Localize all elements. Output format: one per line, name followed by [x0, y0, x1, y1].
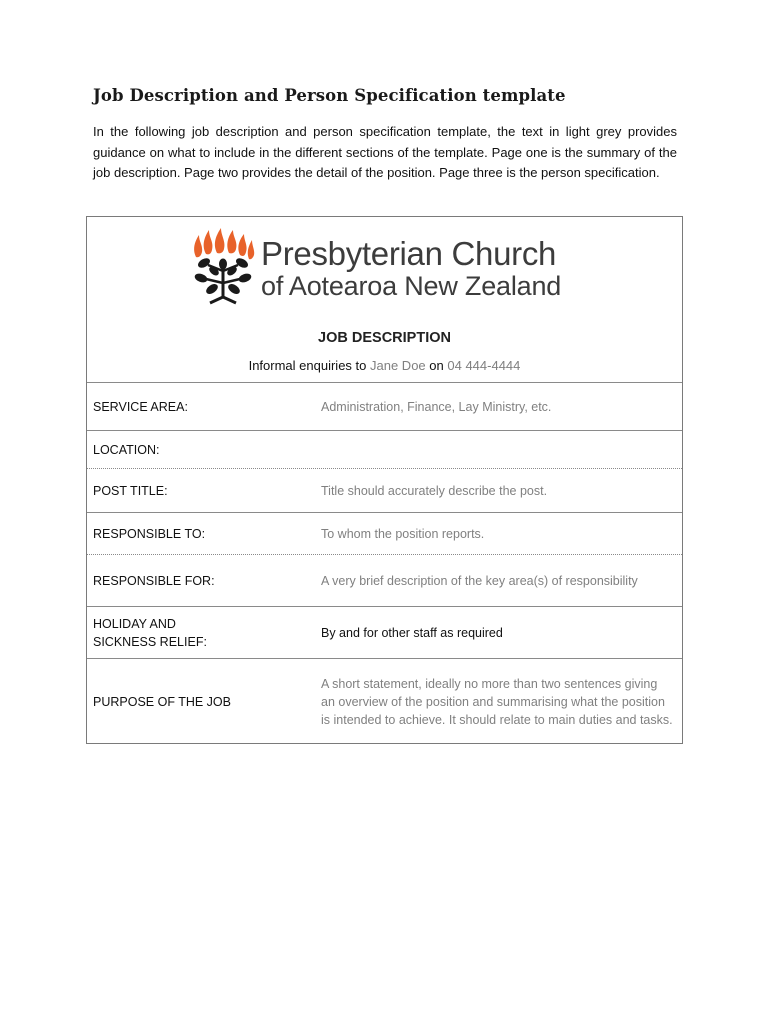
row-value: Administration, Finance, Lay Ministry, etc.: [321, 399, 552, 414]
job-description-form: [86, 216, 683, 744]
row-responsible-to: [87, 512, 682, 554]
row-label: LOCATION:: [93, 442, 160, 457]
row-label: HOLIDAY AND SICKNESS RELIEF:: [93, 616, 207, 649]
logo-text-line1: Presbyterian Church: [261, 235, 557, 272]
flame-icon: [238, 234, 246, 256]
row-label: SERVICE AREA:: [93, 399, 188, 414]
flame-icon: [215, 228, 225, 253]
flame-icon: [194, 235, 202, 257]
row-post-title: [87, 468, 682, 512]
row-value: To whom the position reports.: [321, 526, 485, 541]
row-location: [87, 430, 682, 468]
row-label: RESPONSIBLE FOR:: [93, 573, 215, 588]
row-value: A very brief description of the key area(s) of responsibility: [321, 573, 638, 588]
enquiries-prefix: Informal enquiries to: [248, 358, 367, 373]
document-title: Job Description and Person Specification template: [93, 86, 566, 105]
row-label: PURPOSE OF THE JOB: [93, 694, 231, 709]
row-value: By and for other staff as required: [321, 625, 503, 640]
row-value: A short statement, ideally no more than two sentences giving an overview of the position and summarising what the position is intended to achieve. It should relate to main duties and tasks.: [321, 676, 673, 727]
row-service-area: [87, 382, 682, 430]
row-responsible-for: [87, 554, 682, 606]
logo-text-line2: of Aotearoa New Zealand: [261, 271, 562, 301]
row-label: RESPONSIBLE TO:: [93, 526, 206, 541]
row-value: [321, 431, 673, 468]
flame-icon: [227, 230, 236, 253]
row-holiday-sickness-relief: [87, 606, 682, 658]
row-purpose-of-job: [87, 658, 682, 744]
job-description-heading: JOB DESCRIPTION: [318, 330, 451, 346]
row-label: POST TITLE:: [93, 483, 168, 498]
contact-name: Jane Doe: [370, 358, 426, 373]
flame-icon: [248, 240, 254, 259]
row-value: Title should accurately describe the post.: [321, 483, 548, 498]
intro-paragraph: In the following job description and person specification template, the text in light grey provides guidance on what to include in the different sections of the template. Page one is the summary of the job description. Page two provides the detail of the position. Page three is the person specification.: [93, 124, 677, 180]
flame-tree-icon: [190, 227, 256, 305]
form-header: [87, 217, 682, 382]
church-logo: [190, 227, 580, 307]
enquiries-mid: on: [429, 358, 444, 373]
flame-icon: [204, 230, 213, 254]
contact-phone: 04 444-4444: [447, 358, 521, 373]
enquiries-line: [87, 358, 682, 373]
